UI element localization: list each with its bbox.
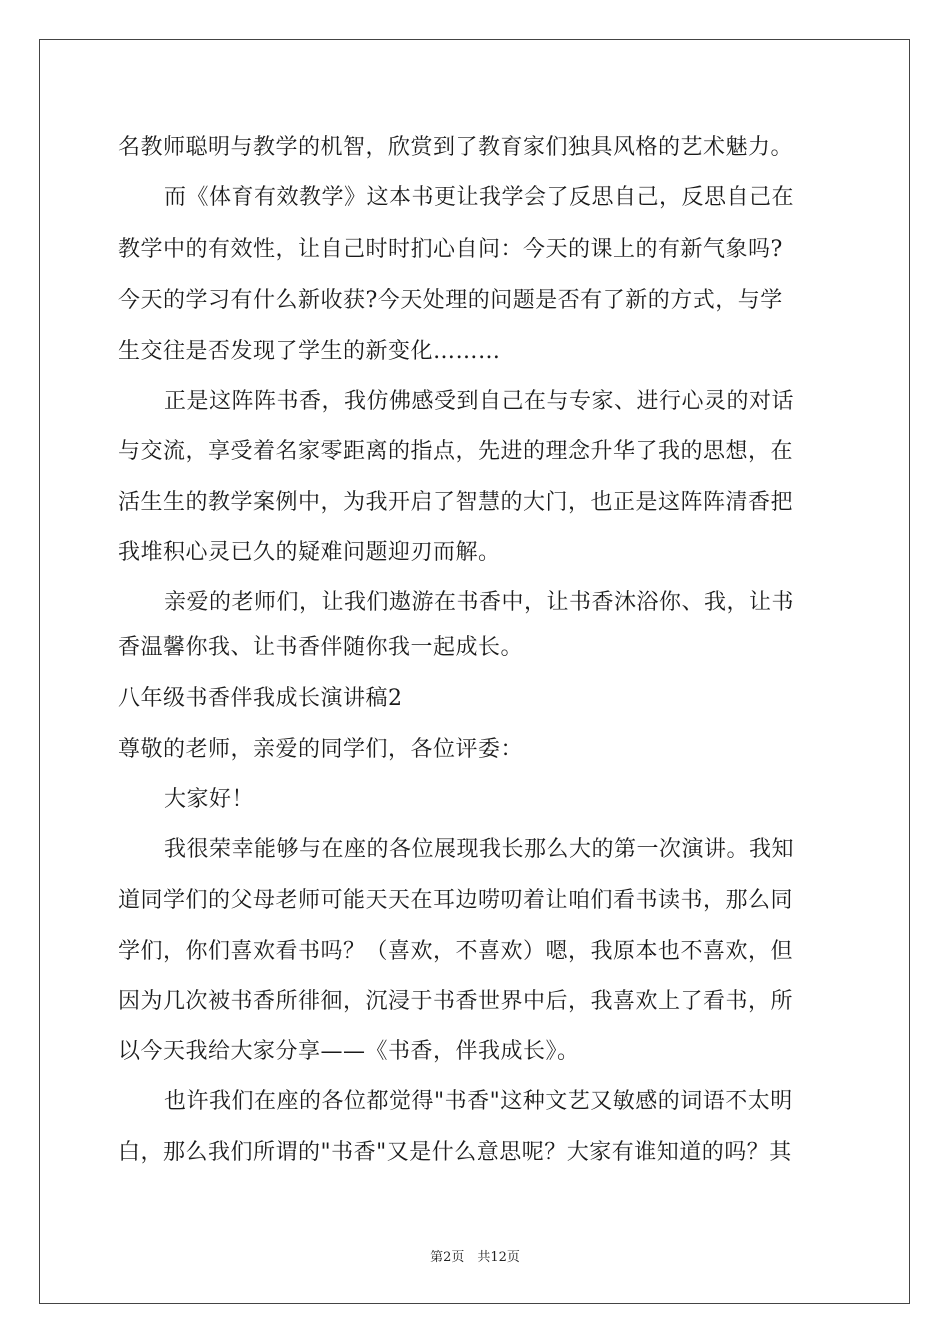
section-heading: 八年级书香伴我成长演讲稿2	[118, 686, 403, 711]
text-line: 以今天我给大家分享——《书香，伴我成长》。	[118, 1039, 580, 1064]
text-line: 因为几次被书香所徘徊，沉浸于书香世界中后，我喜欢上了看书，所	[118, 989, 794, 1014]
text-line: 名教师聪明与教学的机智，欣赏到了教育家们独具风格的艺术魅力。	[118, 135, 794, 160]
text-line: 白，那么我们所谓的"书香"又是什么意思呢？大家有谁知道的吗？其	[118, 1140, 792, 1165]
text-line: 教学中的有效性，让自己时时扪心自问：今天的课上的有新气象吗?	[118, 237, 783, 262]
text-line: 我很荣幸能够与在座的各位展现我长那么大的第一次演讲。我知	[164, 837, 795, 862]
text-line: 我堆积心灵已久的疑难问题迎刃而解。	[118, 540, 501, 565]
greeting: 大家好！	[164, 787, 255, 812]
text-line: 活生生的教学案例中，为我开启了智慧的大门，也正是这阵阵清香把	[118, 490, 794, 515]
text-line: 亲爱的老师们，让我们遨游在书香中，让书香沐浴你、我，让书	[164, 590, 795, 615]
page-number: 第2页 共12页	[430, 1250, 520, 1265]
text-line: 与交流，享受着名家零距离的指点，先进的理念升华了我的思想，在	[118, 439, 794, 464]
text-line: 今天的学习有什么新收获?今天处理的问题是否有了新的方式，与学	[118, 288, 783, 313]
text-line: 香温馨你我、让书香伴随你我一起成长。	[118, 635, 524, 660]
text-line: 道同学们的父母老师可能天天在耳边唠叨着让咱们看书读书，那么同	[118, 888, 794, 913]
text-line: 也许我们在座的各位都觉得"书香"这种文艺又敏感的词语不太明	[164, 1089, 793, 1114]
salutation: 尊敬的老师，亲爱的同学们，各位评委：	[118, 737, 524, 762]
text-line: 而《体育有效教学》这本书更让我学会了反思自己，反思自己在	[164, 185, 795, 210]
text-line: 生交往是否发现了学生的新变化………	[118, 339, 501, 364]
text-line: 学们，你们喜欢看书吗？（喜欢，不喜欢）嗯，我原本也不喜欢，但	[118, 939, 794, 964]
text-line: 正是这阵阵书香，我仿佛感受到自己在与专家、进行心灵的对话	[164, 389, 795, 414]
